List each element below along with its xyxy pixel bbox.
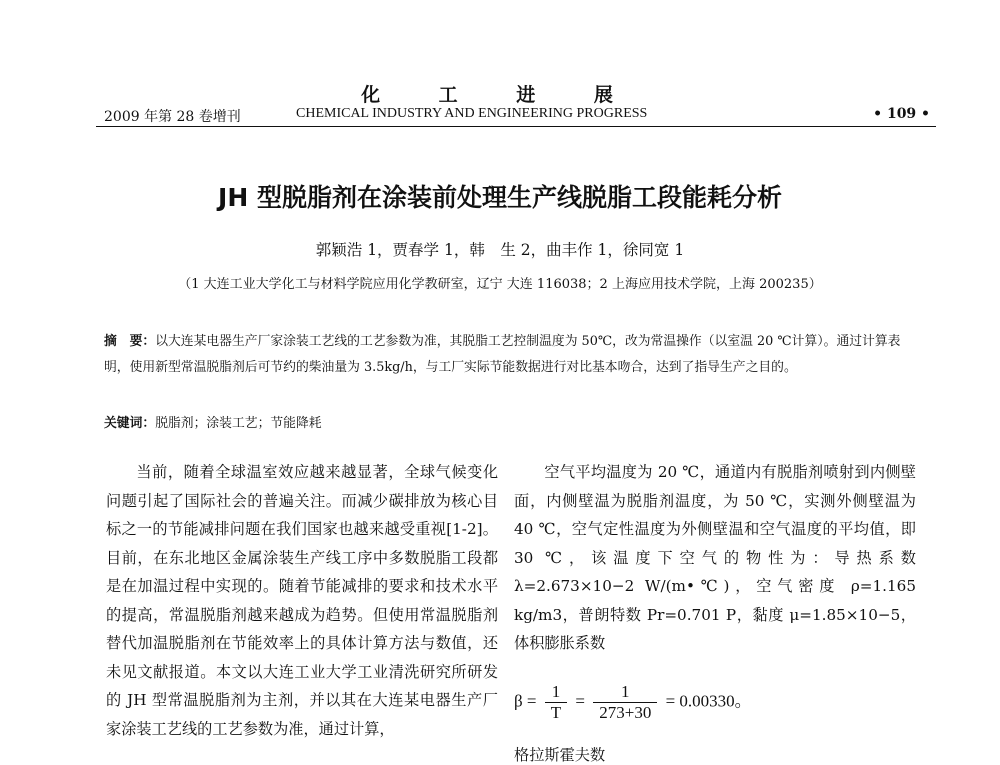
fraction-2-numerator: 1 xyxy=(593,682,657,703)
formula-result: = 0.00330。 xyxy=(665,691,752,711)
partial-line: 格拉斯霍夫数 xyxy=(514,746,606,764)
keywords xyxy=(104,412,904,431)
fraction-1-denominator: T xyxy=(550,703,562,722)
properties-paragraph: 空气平均温度为 20 ℃，通道内有脱脂剂喷射到内侧壁面，内侧壁温为脱脂剂温度，为 50 ℃，实测外侧壁温为 40 ℃，空气定性温度为外侧壁温和空气温度的平均值，即 30 ℃，该温度下空气的物性为：导热系数 λ=2.673×10−2 W/(m•℃)，空气密度 ρ=1.165 kg/m3，普朗特数 Pr=0.701 P，黏度 μ=1.85×10−5，体积膨胀系数 xyxy=(514,463,916,652)
formula-equals: = xyxy=(575,691,585,711)
keywords-text: 脱脂剂；涂装工艺；节能降耗 xyxy=(155,416,322,431)
fraction-2-denominator: 273+30 xyxy=(599,703,652,722)
issue-info: 2009 年第 28 卷增刊 xyxy=(104,109,241,125)
page-number: • 109 • xyxy=(873,106,930,122)
paper-title: JH 型脱脂剂在涂装前处理生产线脱脂工段能耗分析 xyxy=(218,183,782,212)
abstract-text: 以大连某电器生产厂家涂装工艺线的工艺参数为准，其脱脂工艺控制温度为 50℃，改为常温操作（以室温 20 ℃计算）。通过计算表明，使用新型常温脱脂剂后可节约的柴油量为 3.5kg/h，与工厂实际节能数据进行对比基本吻合，达到了指导生产之目的。 xyxy=(104,334,901,375)
fraction-1 xyxy=(545,682,567,723)
authors: 郭颖浩 1，贾春学 1，韩 生 2，曲丰作 1，徐同宽 1 xyxy=(315,241,685,259)
fraction-2 xyxy=(593,682,657,723)
body-left-column xyxy=(106,458,498,743)
header-divider xyxy=(96,126,936,127)
journal-english-title: CHEMICAL INDUSTRY AND ENGINEERING PROGRESS xyxy=(296,106,648,121)
keywords-label: 关键词： xyxy=(104,416,156,431)
journal-title: 化 工 进 展 xyxy=(361,84,639,106)
beta-formula xyxy=(514,682,844,730)
fraction-1-numerator: 1 xyxy=(545,682,567,703)
abstract xyxy=(104,329,904,380)
intro-paragraph: 当前，随着全球温室效应越来越显著，全球气候变化问题引起了国际社会的普遍关注。而减少碳排放为核心目标之一的节能减排问题在我们国家也越来越受重视[1-2]。目前，在东北地区金属涂装生产线工序中多数脱脂工段都是在加温过程中实现的。随着节能减排的要求和技术水平的提高，常温脱脂剂越来越成为趋势。但使用常温脱脂剂替代加温脱脂剂在节能效率上的具体计算方法与数值，还未见文献报道。本文以大连工业大学工业清洗研究所研发的 JH 型常温脱脂剂为主剂，并以其在大连某电器生产厂家涂装工艺线的工艺参数为准，通过计算， xyxy=(106,463,498,738)
abstract-label: 摘 要： xyxy=(104,334,156,349)
body-right-column xyxy=(514,458,916,658)
affiliation: （1 大连工业大学化工与材料学院应用化学教研室，辽宁 大连 116038；2 上海应用技术学院，上海 200235） xyxy=(178,277,822,292)
formula-lhs: β = xyxy=(514,691,537,711)
